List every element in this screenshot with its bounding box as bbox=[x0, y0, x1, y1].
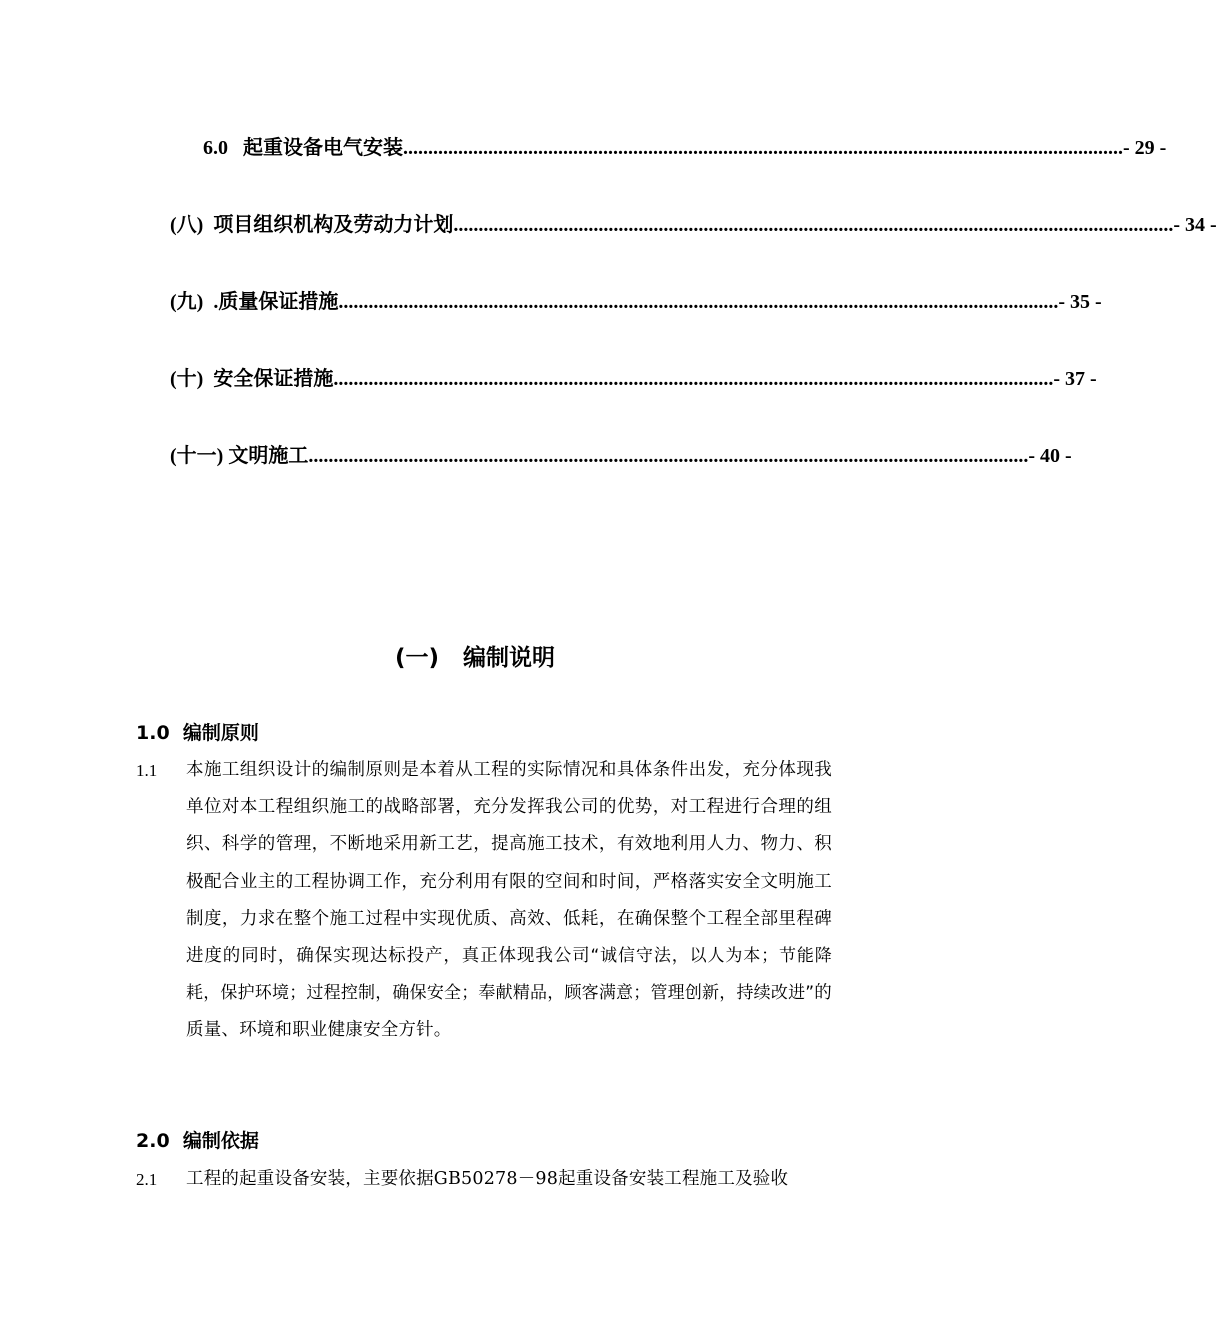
subsection-title: 编制依据 bbox=[182, 1130, 259, 1152]
toc-page-number: - 37 - bbox=[1053, 368, 1097, 390]
section-number: (一) bbox=[394, 645, 440, 671]
toc-entry-9[interactable] bbox=[170, 287, 1102, 317]
toc-number: (八) bbox=[170, 214, 204, 236]
paragraph-number: 1.1 bbox=[136, 761, 158, 780]
toc-leader-dots: ................................................................................................................................................ bbox=[453, 214, 1174, 236]
toc-leader-dots: ................................................................................................................................................ bbox=[403, 137, 1123, 159]
toc-page-number: - 34 - bbox=[1173, 214, 1217, 236]
toc-leader-dots: ................................................................................................................................................ bbox=[333, 368, 1054, 390]
paragraph-text-end: 的质量、环境和职业健康安全方针。 bbox=[186, 983, 832, 1041]
paragraph-number: 2.1 bbox=[136, 1170, 158, 1189]
toc-leader-dots: ................................................................................................................................................ bbox=[338, 291, 1059, 313]
toc-entry-10[interactable] bbox=[170, 364, 1097, 394]
toc-number: 6.0 bbox=[203, 137, 228, 159]
paragraph-body bbox=[186, 752, 832, 1050]
toc-title: 文明施工 bbox=[228, 445, 309, 467]
subsection-heading-1 bbox=[136, 718, 259, 748]
paragraph-text: 本施工组织设计的编制原则是本着从工程的实际情况和具体条件出发，充分体现我单位对本工程组织施工的战略部署，充分发挥我公司的优势，对工程进行合理的组织、科学的管理，不断地采用新工艺，提高施工技术，有效地利用人力、物力、积极配合业主的工程协调工作，充分利用有限的空间和时间，严格落实安全文明施工制度，力求在整个施工过程中实现优质、高效、低耗，在确保整个工程全部里程碑进度的同时，确保实现达标投产，真正体现我公司 bbox=[186, 760, 832, 967]
section-title: 编制说明 bbox=[463, 645, 556, 671]
subsection-heading-2 bbox=[136, 1126, 259, 1156]
toc-entry-6-0[interactable] bbox=[203, 133, 1167, 163]
subsection-number: 2.0 bbox=[136, 1130, 170, 1152]
subsection-number: 1.0 bbox=[136, 722, 170, 744]
toc-number: (九) bbox=[170, 291, 204, 313]
toc-page-number: - 40 - bbox=[1028, 445, 1072, 467]
toc-number: (十一) bbox=[170, 445, 224, 467]
toc-page-number: - 35 - bbox=[1058, 291, 1102, 313]
toc-title: 安全保证措施 bbox=[213, 368, 334, 390]
toc-title: .质量保证措施 bbox=[213, 291, 339, 313]
section-heading bbox=[0, 640, 950, 676]
paragraph-quote: “诚信守法，以人为本；节能降耗，保护环境；过程控制，确保安全；奉献精品，顾客满意；管理创新，持续改进” bbox=[186, 946, 832, 1004]
toc-title: 起重设备电气安装 bbox=[243, 137, 403, 159]
toc-leader-dots: ................................................................................................................................................ bbox=[308, 445, 1029, 467]
toc-number: (十) bbox=[170, 368, 204, 390]
paragraph-text: 工程的起重设备安装，主要依据GB50278－98起重设备安装工程施工及验收 bbox=[186, 1169, 789, 1189]
toc-entry-8[interactable] bbox=[170, 210, 1217, 240]
paragraph-body bbox=[186, 1161, 832, 1198]
toc-title: 项目组织机构及劳动力计划 bbox=[213, 214, 454, 236]
subsection-title: 编制原则 bbox=[182, 722, 259, 744]
toc-entry-11[interactable] bbox=[170, 441, 1072, 471]
toc-page-number: - 29 - bbox=[1123, 137, 1167, 159]
